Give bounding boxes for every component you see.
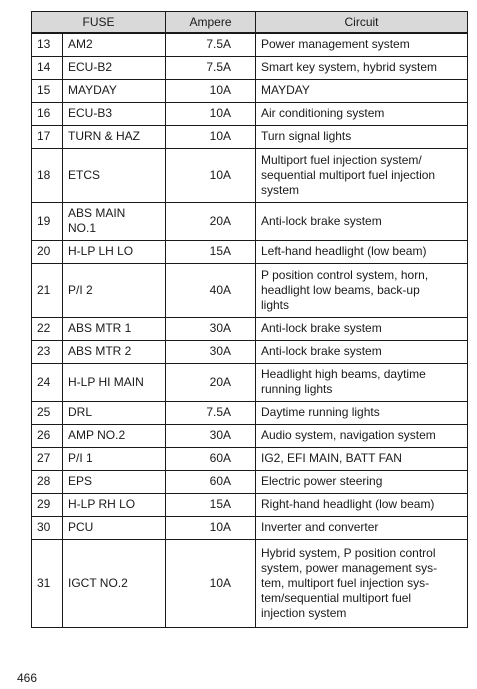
table-row [32,447,468,470]
ampere-cell: 40A [166,263,256,317]
ampere-cell: 10A [166,125,256,148]
circuit-cell: Hybrid system, P position control system, power management sys- tem, multiport fuel injection sys- tem/sequential multiport fuel injection system [256,539,468,627]
fuse-name-cell: H-LP HI MAIN [63,363,166,401]
fuse-number-cell: 24 [32,363,63,401]
fuse-name-cell: P/I 2 [63,263,166,317]
ampere-cell: 7.5A [166,56,256,79]
circuit-cell: Inverter and converter [256,516,468,539]
header-row [32,12,468,34]
circuit-cell: Anti-lock brake system [256,340,468,363]
fuse-number-cell: 28 [32,470,63,493]
fuse-name-cell: ECU-B3 [63,102,166,125]
ampere-cell: 30A [166,340,256,363]
table-header [32,12,468,34]
fuse-number-cell: 15 [32,79,63,102]
table-row [32,33,468,56]
fuse-name-cell: DRL [63,401,166,424]
ampere-cell: 30A [166,424,256,447]
table-row [32,79,468,102]
circuit-cell: IG2, EFI MAIN, BATT FAN [256,447,468,470]
table-row [32,493,468,516]
table-row [32,401,468,424]
fuse-name-cell: PCU [63,516,166,539]
fuse-number-cell: 22 [32,317,63,340]
fuse-name-cell: MAYDAY [63,79,166,102]
fuse-number-cell: 25 [32,401,63,424]
fuse-name-cell: IGCT NO.2 [63,539,166,627]
fuse-number-cell: 30 [32,516,63,539]
circuit-cell: Air conditioning system [256,102,468,125]
circuit-cell: Turn signal lights [256,125,468,148]
fuse-name-cell: ABS MTR 1 [63,317,166,340]
ampere-cell: 10A [166,102,256,125]
fuse-number-cell: 27 [32,447,63,470]
fuse-number-cell: 19 [32,202,63,240]
circuit-cell: Audio system, navigation system [256,424,468,447]
ampere-cell: 30A [166,317,256,340]
ampere-cell: 10A [166,539,256,627]
ampere-cell: 20A [166,202,256,240]
table-row [32,516,468,539]
fuse-number-cell: 13 [32,33,63,56]
fuse-name-cell: H-LP LH LO [63,240,166,263]
fuse-name-cell: AM2 [63,33,166,56]
circuit-cell: Headlight high beams, daytime running lights [256,363,468,401]
ampere-cell: 20A [166,363,256,401]
fuse-number-cell: 31 [32,539,63,627]
fuse-number-cell: 23 [32,340,63,363]
fuse-number-cell: 18 [32,148,63,202]
circuit-cell: Right-hand headlight (low beam) [256,493,468,516]
circuit-cell: Multiport fuel injection system/ sequential multiport fuel injection system [256,148,468,202]
fuse-number-cell: 26 [32,424,63,447]
fuse-name-cell: ECU-B2 [63,56,166,79]
fuse-number-cell: 14 [32,56,63,79]
circuit-cell: Anti-lock brake system [256,202,468,240]
ampere-cell: 10A [166,148,256,202]
ampere-cell: 7.5A [166,33,256,56]
circuit-cell: Smart key system, hybrid system [256,56,468,79]
circuit-cell: Daytime running lights [256,401,468,424]
ampere-cell: 10A [166,516,256,539]
fuse-name-cell: P/I 1 [63,447,166,470]
ampere-cell: 7.5A [166,401,256,424]
fuse-name-cell: ABS MAIN NO.1 [63,202,166,240]
circuit-cell: Anti-lock brake system [256,317,468,340]
table-row [32,56,468,79]
fuse-name-cell: EPS [63,470,166,493]
ampere-cell: 10A [166,79,256,102]
header-fuse: FUSE [32,12,166,34]
table-row [32,539,468,627]
header-circuit: Circuit [256,12,468,34]
fuse-number-cell: 29 [32,493,63,516]
table-row [32,240,468,263]
table-row [32,148,468,202]
page-number: 466 [17,671,38,685]
circuit-cell: MAYDAY [256,79,468,102]
ampere-cell: 60A [166,447,256,470]
table-row [32,125,468,148]
fuse-name-cell: TURN & HAZ [63,125,166,148]
fuse-name-cell: ABS MTR 2 [63,340,166,363]
table-row [32,363,468,401]
ampere-cell: 60A [166,470,256,493]
table-body [32,33,468,627]
fuse-number-cell: 16 [32,102,63,125]
circuit-cell: Electric power steering [256,470,468,493]
table-row [32,317,468,340]
table-row [32,470,468,493]
header-ampere: Ampere [166,12,256,34]
fuse-number-cell: 20 [32,240,63,263]
circuit-cell: Power management system [256,33,468,56]
fuse-name-cell: H-LP RH LO [63,493,166,516]
fuse-name-cell: ETCS [63,148,166,202]
table-row [32,263,468,317]
table-row [32,340,468,363]
ampere-cell: 15A [166,493,256,516]
fuse-table [31,11,468,628]
circuit-cell: P position control system, horn, headlight low beams, back-up lights [256,263,468,317]
ampere-cell: 15A [166,240,256,263]
table-row [32,102,468,125]
circuit-cell: Left-hand headlight (low beam) [256,240,468,263]
fuse-name-cell: AMP NO.2 [63,424,166,447]
fuse-number-cell: 21 [32,263,63,317]
table-row [32,424,468,447]
table-row [32,202,468,240]
fuse-number-cell: 17 [32,125,63,148]
